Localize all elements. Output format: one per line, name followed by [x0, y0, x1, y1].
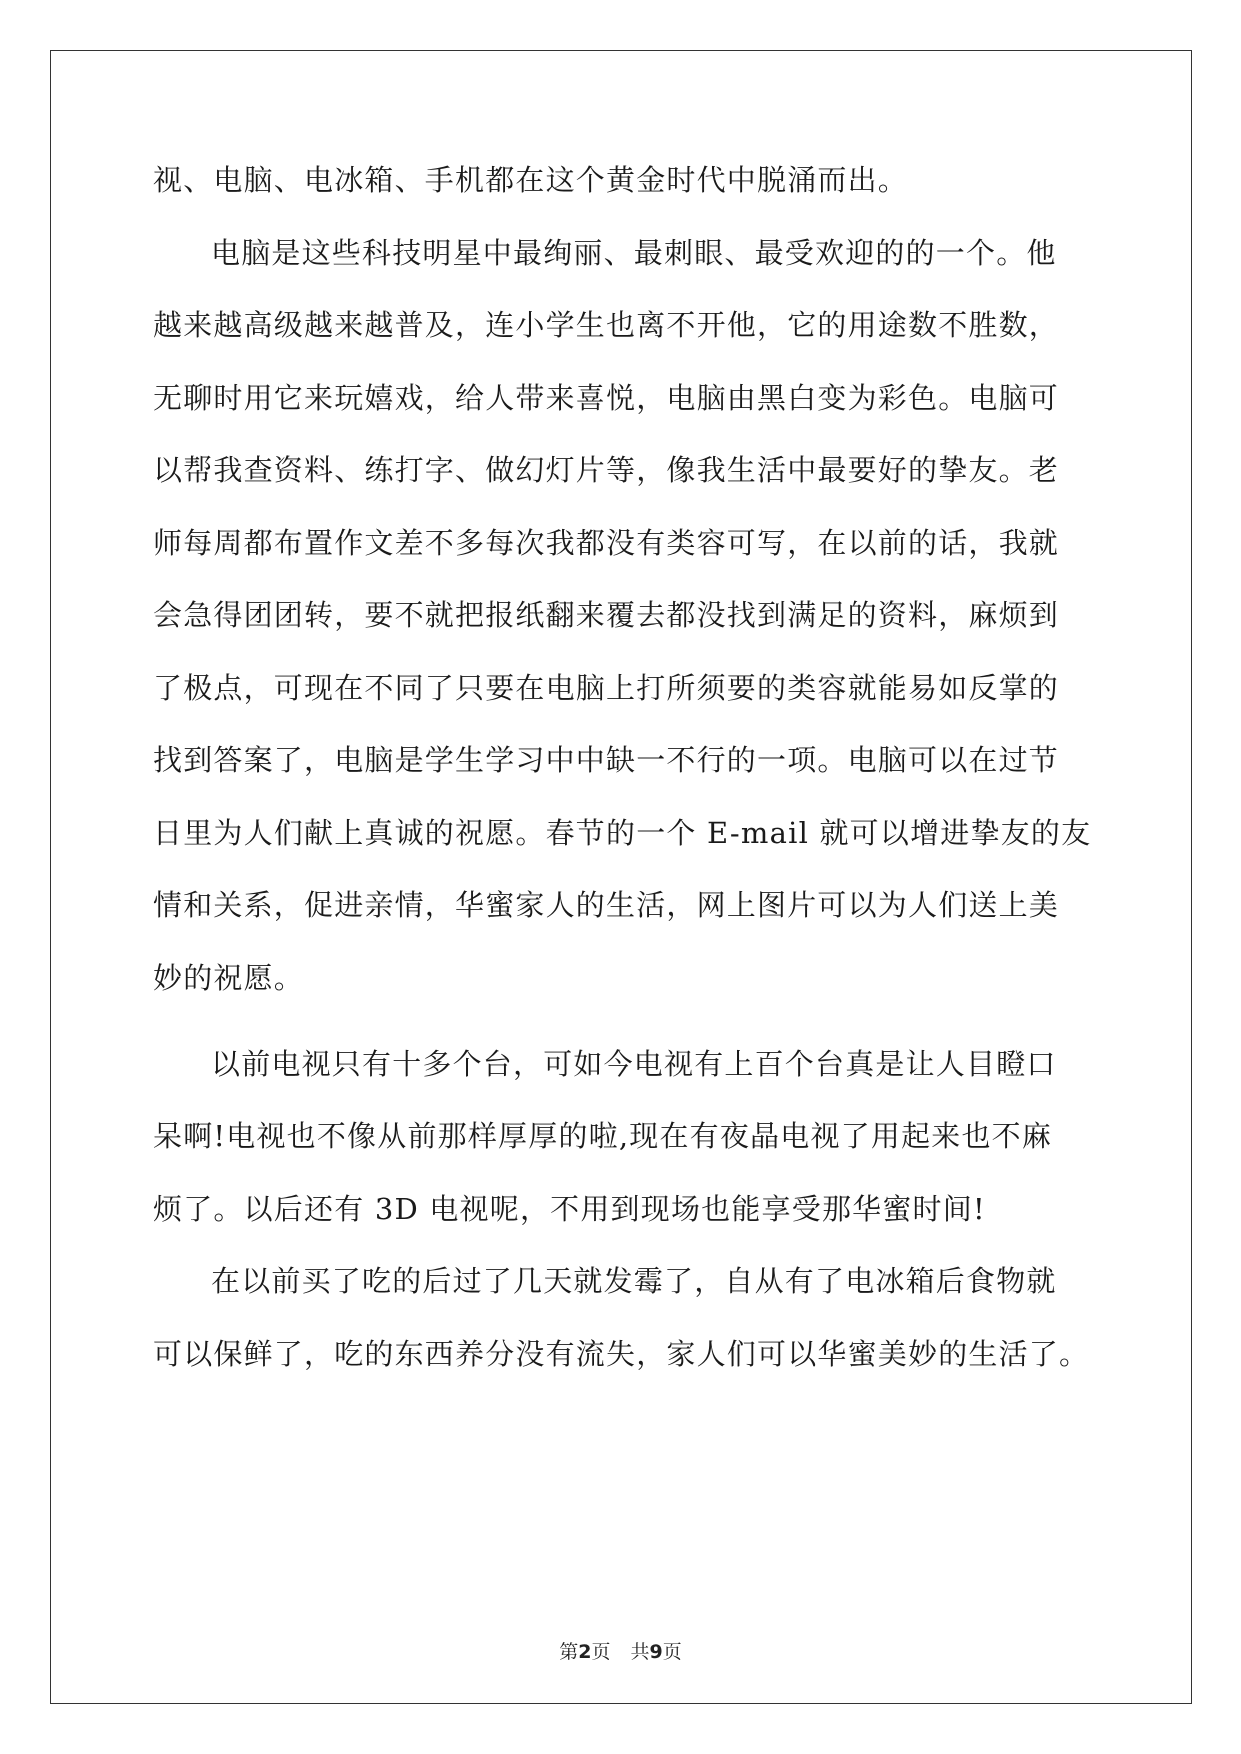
paragraph-line: 师每周都布置作文差不多每次我都没有类容可写，在以前的话，我就: [153, 525, 1060, 560]
paragraph-line: 情和关系，促进亲情，华蜜家人的生活，网上图片可以为人们送上美: [153, 888, 1060, 922]
paragraph-line: 视、电脑、电冰箱、手机都在这个黄金时代中脱涌而出。: [153, 163, 909, 197]
paragraph-line: 越来越高级越来越普及，连小学生也离不开他，它的用途数不胜数，: [153, 308, 1060, 342]
total-suffix: 页: [662, 1641, 682, 1663]
total-prefix: 共: [630, 1641, 650, 1663]
paragraph-line: 了极点，可现在不同了只要在电脑上打所须要的类容就能易如反掌的: [153, 670, 1060, 705]
paragraph-line: 烦了。以后还有 3D 电视呢，不用到现场也能享受那华蜜时间!: [153, 1191, 986, 1226]
paragraph-line: 电脑是这些科技明星中最绚丽、最刺眼、最受欢迎的的一个。他: [211, 235, 1057, 270]
paragraph-line: 以前电视只有十多个台，可如今电视有上百个台真是让人目瞪口: [211, 1046, 1057, 1081]
page-prefix: 第: [559, 1641, 579, 1663]
paragraph-line: 以帮我查资料、练打字、做幻灯片等，像我生活中最要好的挚友。老: [153, 453, 1060, 487]
paragraph-line: 找到答案了，电脑是学生学习中中缺一不行的一项。电脑可以在过节: [153, 743, 1060, 777]
total-pages: 9: [649, 1641, 663, 1663]
paragraph-line: 在以前买了吃的后过了几天就发霉了，自从有了电冰箱后食物就: [211, 1264, 1057, 1298]
paragraph-line: 可以保鲜了，吃的东西养分没有流失，家人们可以华蜜美妙的生活了。: [153, 1336, 1090, 1371]
paragraph-line: 会急得团团转，要不就把报纸翻来覆去都没找到满足的资料，麻烦到: [153, 598, 1060, 632]
paragraph-line: 日里为人们献上真诚的祝愿。春节的一个 E-mail 就可以增进挚友的友: [153, 815, 1092, 850]
paragraph-line: 无聊时用它来玩嬉戏，给人带来喜悦，电脑由黑白变为彩色。电脑可: [153, 380, 1060, 415]
paragraph-line: 妙的祝愿。: [153, 960, 305, 995]
page-suffix: 页: [591, 1641, 611, 1663]
paragraph-line: 呆啊!电视也不像从前那样厚厚的啦,现在有夜晶电视了用起来也不麻: [153, 1119, 1053, 1153]
page-number: 2: [578, 1641, 592, 1663]
document-body: [153, 160, 1103, 1375]
page-footer: [0, 1640, 1241, 1664]
